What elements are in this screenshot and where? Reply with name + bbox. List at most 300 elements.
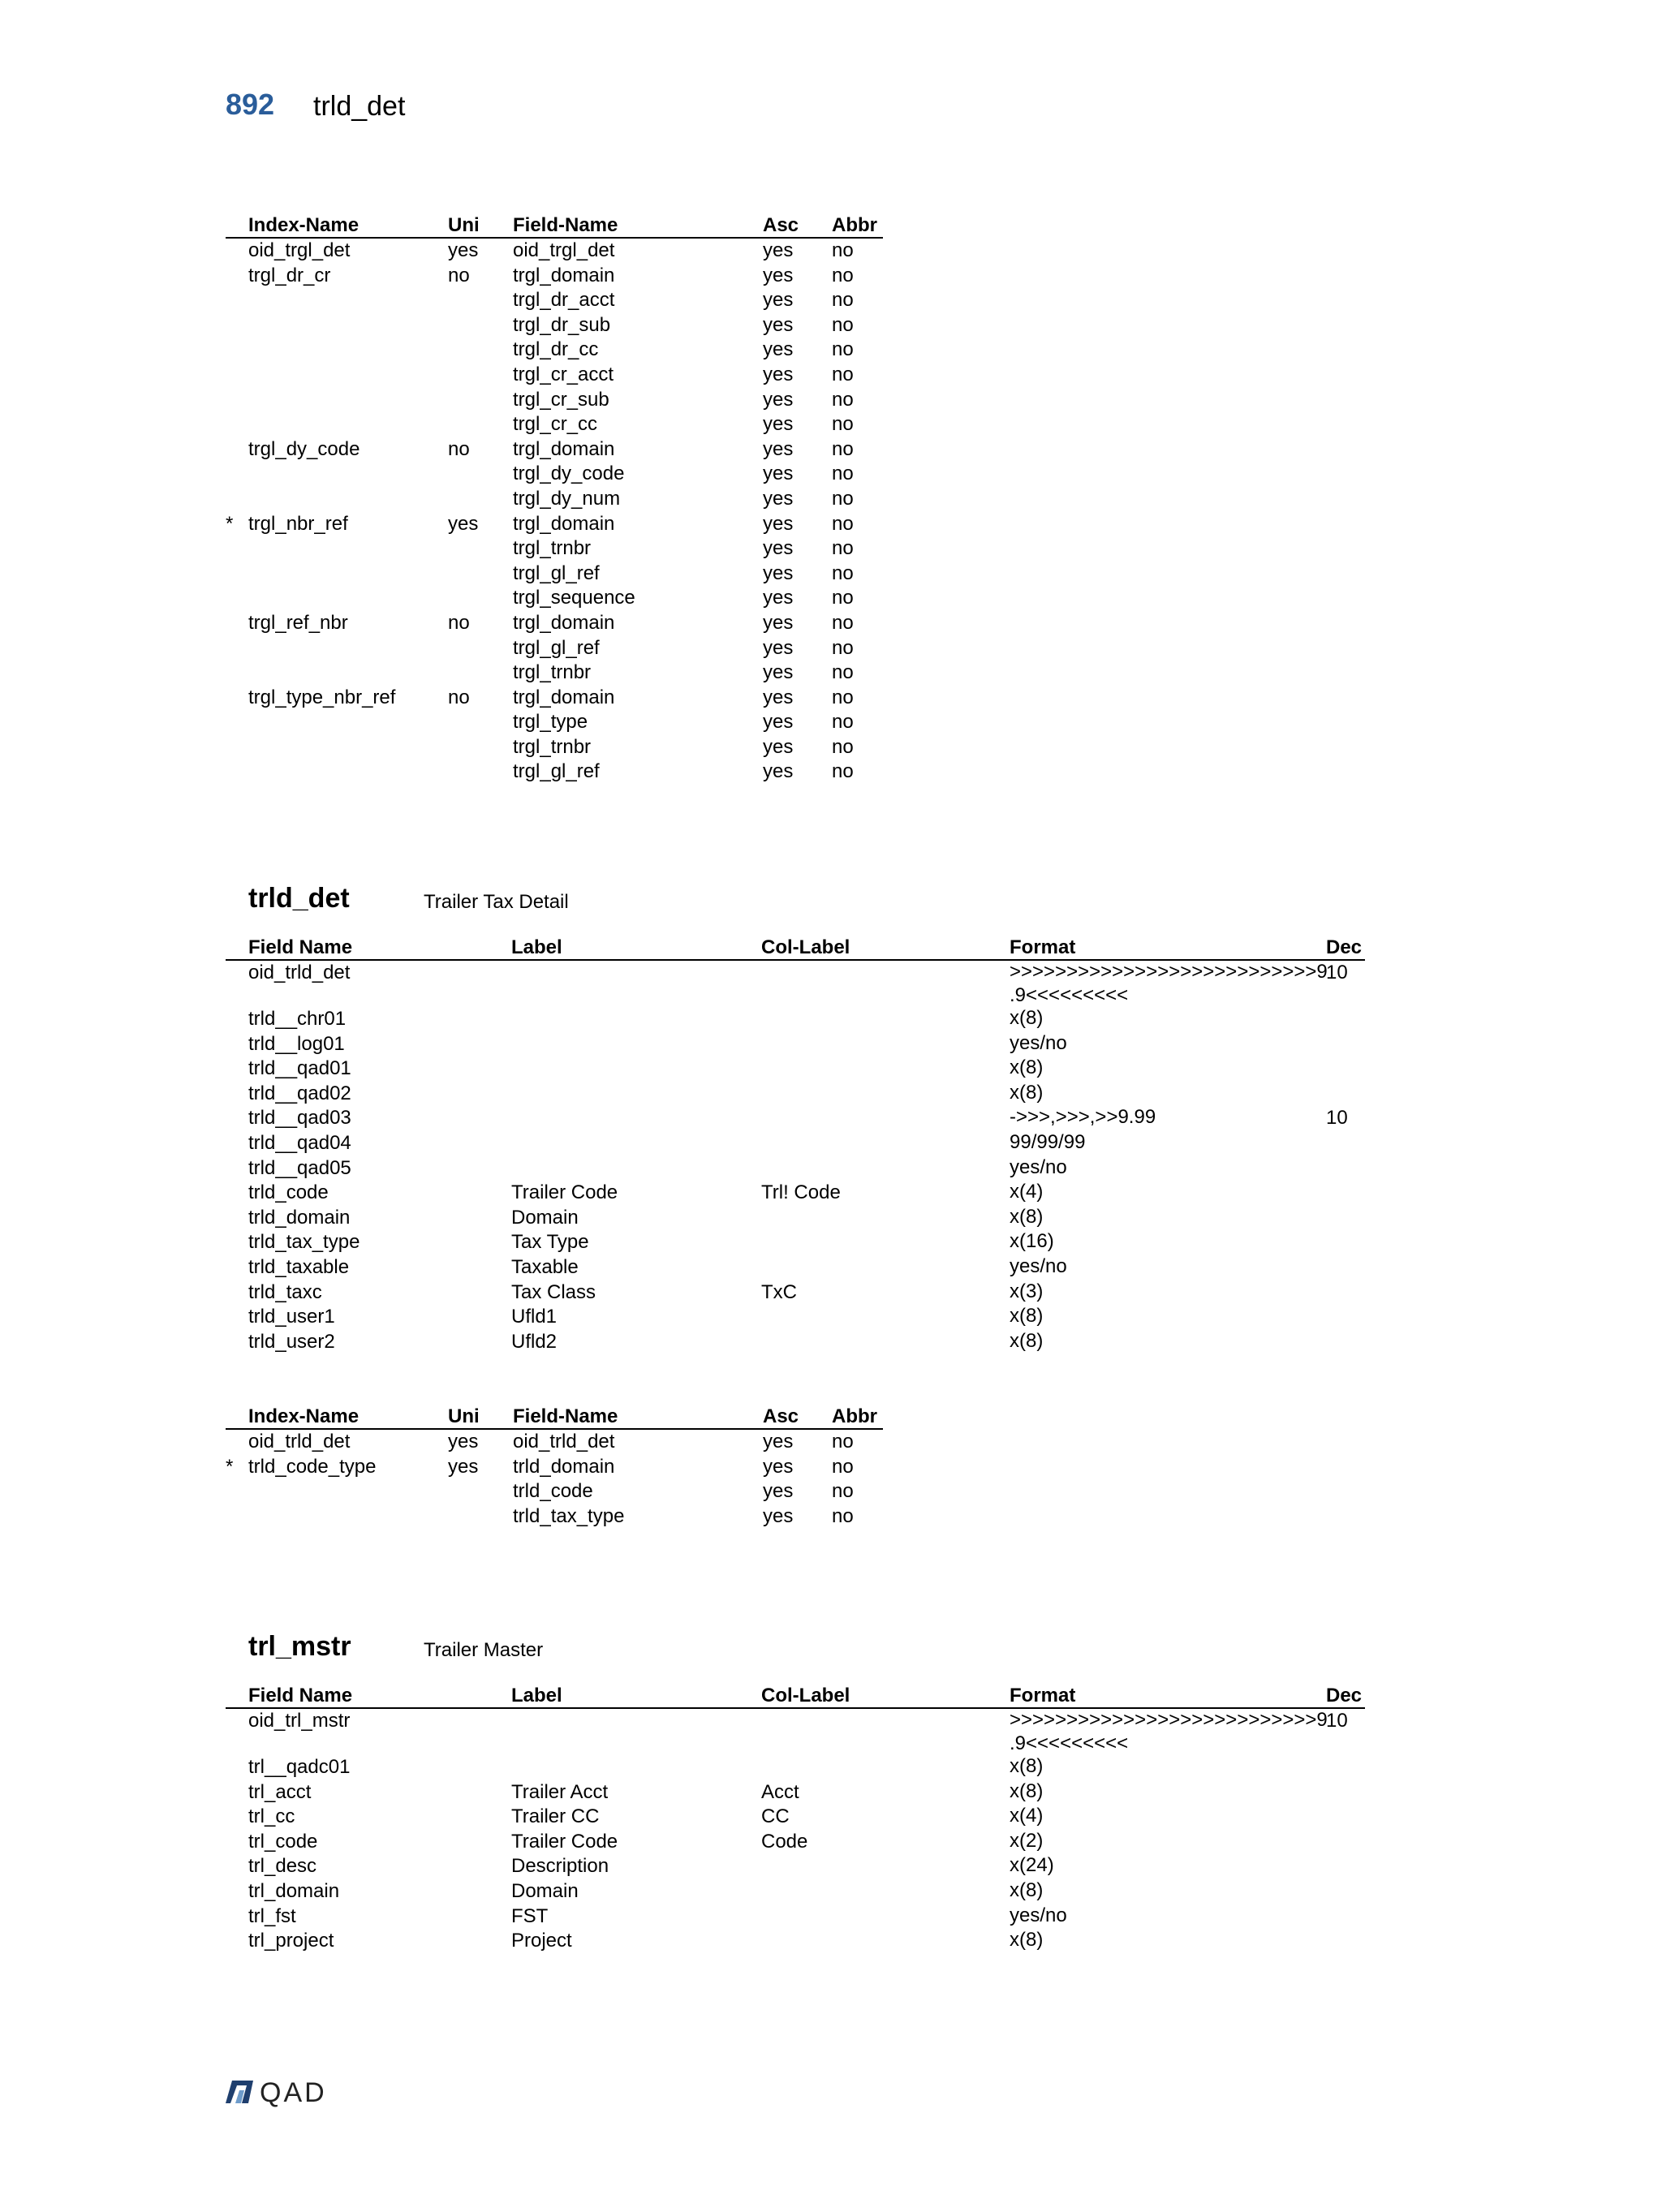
table-row [226, 1181, 1365, 1206]
marker-cell [226, 1156, 248, 1181]
primary-index-marker [226, 562, 248, 587]
label-cell: Trailer Acct [511, 1780, 609, 1803]
col-label-cell [761, 1156, 1010, 1181]
dec-cell [1326, 1206, 1365, 1231]
index-name-cell [248, 487, 448, 512]
table-row [226, 238, 883, 264]
format-line: x(8) [1010, 1007, 1044, 1029]
col-label-cell [761, 1131, 1010, 1156]
dec-cell [1326, 1780, 1365, 1805]
index-name-cell [248, 338, 448, 363]
field-name-cell: trgl_gl_ref [513, 562, 600, 584]
col-label-cell [761, 1057, 1010, 1082]
index-name-cell [248, 288, 448, 313]
field-name-cell: trl_acct [248, 1780, 312, 1803]
format-line: x(8) [1010, 1329, 1044, 1352]
abbreviated-cell: no [832, 1504, 854, 1527]
marker-cell [226, 1830, 248, 1855]
field-name-cell: trl_cc [248, 1805, 295, 1828]
ascending-cell: yes [763, 264, 794, 286]
field-name-cell: trld_user1 [248, 1306, 335, 1328]
field-name-cell: trld_domain [513, 1455, 615, 1478]
field-name-cell: trld__qad01 [248, 1057, 351, 1080]
ascending-cell: yes [763, 388, 794, 411]
dec-cell [1326, 1330, 1365, 1355]
marker-cell [226, 1854, 248, 1879]
label-cell [511, 1007, 761, 1032]
abbreviated-cell: no [832, 760, 854, 783]
field-name-cell: trld_taxable [248, 1255, 350, 1278]
label-cell: Trailer Code [511, 1830, 618, 1853]
index-name-cell: oid_trld_det [248, 1431, 351, 1452]
field-name-cell: trgl_dr_acct [513, 289, 615, 312]
format-line: yes/no [1010, 1031, 1067, 1054]
format-cell [1010, 1830, 1326, 1855]
col-label-cell: Trl! Code [761, 1181, 841, 1204]
unique-cell [448, 661, 513, 686]
ascending-cell: yes [763, 611, 794, 634]
abbreviated-cell: no [832, 611, 854, 634]
col-label-cell [761, 1929, 1010, 1954]
col-label-cell [761, 1904, 1010, 1930]
ascending-cell: yes [763, 512, 794, 535]
dec-cell [1326, 1830, 1365, 1855]
ascending-cell: yes [763, 289, 794, 312]
abbreviated-cell: no [832, 537, 854, 560]
label-header: Label [511, 1683, 761, 1708]
format-line: x(2) [1010, 1829, 1044, 1852]
ascending-cell: yes [763, 735, 794, 758]
index-name-cell: trgl_dr_cr [248, 264, 331, 286]
col-label-cell: TxC [761, 1280, 797, 1303]
field-name-cell: trgl_trnbr [513, 537, 592, 560]
index-table [226, 213, 883, 785]
asc-header: Asc [763, 1404, 832, 1429]
abbreviated-cell: no [832, 289, 854, 312]
format-cell [1010, 1755, 1326, 1780]
unique-cell [448, 636, 513, 661]
unique-cell [448, 735, 513, 760]
table-description: Trailer Master [424, 1639, 544, 1661]
col-label-cell [761, 1330, 1010, 1355]
page-title: trld_det [313, 91, 406, 122]
ascending-cell: yes [763, 636, 794, 659]
index-name-cell: trgl_nbr_ref [248, 512, 348, 535]
field-name-cell: trld_tax_type [513, 1504, 625, 1527]
unique-cell: yes [448, 1431, 479, 1452]
format-line: x(8) [1010, 1205, 1044, 1228]
ascending-cell: yes [763, 338, 794, 361]
dec-cell [1326, 1904, 1365, 1930]
field-name-cell: trld__qad02 [248, 1082, 351, 1104]
primary-index-marker [226, 735, 248, 760]
index-name-cell: trld_code_type [248, 1455, 377, 1478]
format-cell [1010, 1206, 1326, 1231]
unique-cell [448, 562, 513, 587]
dec-cell [1326, 1230, 1365, 1255]
format-cell [1010, 1255, 1326, 1280]
label-cell [511, 1131, 761, 1156]
index-name-cell [248, 462, 448, 487]
table-row [226, 1280, 1365, 1306]
marker-cell [226, 1255, 248, 1280]
table-row [226, 512, 883, 537]
col-label-cell [761, 1879, 1010, 1904]
field-name-cell: trld__qad03 [248, 1107, 351, 1130]
unique-cell: no [448, 264, 470, 286]
unique-cell [448, 462, 513, 487]
marker-cell [226, 1280, 248, 1306]
format-line: x(8) [1010, 1779, 1044, 1802]
dec-cell [1326, 1854, 1365, 1879]
table-section-heading [248, 1631, 544, 1663]
index-name-cell: trgl_dy_code [248, 437, 360, 460]
ascending-cell: yes [763, 413, 794, 436]
primary-index-marker [226, 487, 248, 512]
format-cell [1010, 1929, 1326, 1954]
ascending-cell: yes [763, 1504, 794, 1527]
marker-cell [226, 1007, 248, 1032]
dec-cell [1326, 1057, 1365, 1082]
primary-index-marker [226, 661, 248, 686]
col-label-cell [761, 1305, 1010, 1330]
marker-column-header [226, 935, 248, 960]
uni-header: Uni [448, 1404, 513, 1429]
index-name-cell [248, 388, 448, 413]
label-cell: Trailer Code [511, 1181, 618, 1204]
abbr-header: Abbr [832, 213, 883, 238]
table-row [226, 1455, 883, 1480]
primary-index-marker [226, 760, 248, 785]
unique-cell [448, 1479, 513, 1504]
abbreviated-cell: no [832, 512, 854, 535]
field-name-cell: trgl_domain [513, 512, 615, 535]
field-name-cell: trl_project [248, 1930, 334, 1952]
table-row [226, 288, 883, 313]
col-label-cell [761, 1032, 1010, 1057]
table-row [226, 388, 883, 413]
index-name-cell [248, 412, 448, 437]
primary-index-marker [226, 264, 248, 289]
unique-cell [448, 586, 513, 611]
unique-cell [448, 487, 513, 512]
table-row [226, 1131, 1365, 1156]
dec-cell: 10 [1326, 1710, 1348, 1732]
marker-cell [226, 1805, 248, 1830]
unique-cell [448, 536, 513, 562]
table-row [226, 586, 883, 611]
unique-cell [448, 760, 513, 785]
label-cell: Ufld1 [511, 1306, 558, 1328]
index-name-header: Index-Name [248, 1404, 448, 1429]
dec-cell [1326, 1156, 1365, 1181]
table-row [226, 1330, 1365, 1355]
index-name-cell [248, 735, 448, 760]
index-name-cell: trgl_ref_nbr [248, 611, 348, 634]
dec-cell [1326, 1082, 1365, 1107]
field-name-cell: trgl_sequence [513, 587, 635, 609]
table-row [226, 1156, 1365, 1181]
col-label-cell [761, 960, 1010, 1007]
label-header: Label [511, 935, 761, 960]
col-label-cell [761, 1230, 1010, 1255]
ascending-cell: yes [763, 661, 794, 684]
primary-index-marker [226, 462, 248, 487]
field-name-cell: trgl_dr_cc [513, 338, 599, 361]
primary-index-marker [226, 536, 248, 562]
marker-cell [226, 1230, 248, 1255]
field-name-cell: trld_code [248, 1181, 329, 1204]
field-name-header: Field Name [248, 935, 511, 960]
abbreviated-cell: no [832, 1455, 854, 1478]
primary-index-marker [226, 636, 248, 661]
col-label-cell [761, 1206, 1010, 1231]
format-cell [1010, 1708, 1326, 1755]
unique-cell: no [448, 686, 470, 708]
label-cell: Trailer CC [511, 1805, 600, 1828]
field-name-cell: trl_code [248, 1830, 318, 1853]
table-row [226, 1206, 1365, 1231]
table-section-heading [248, 883, 569, 914]
marker-cell [226, 1780, 248, 1805]
label-cell [511, 1755, 761, 1780]
label-cell: Description [511, 1855, 609, 1878]
index-name-cell [248, 1479, 448, 1504]
table-row [226, 1082, 1365, 1107]
label-cell [511, 960, 761, 1007]
format-line: yes/no [1010, 1904, 1067, 1926]
field-name-cell: trgl_domain [513, 264, 615, 286]
abbreviated-cell: no [832, 1431, 854, 1452]
ascending-cell: yes [763, 760, 794, 783]
col-label-cell [761, 1106, 1010, 1131]
unique-cell [448, 288, 513, 313]
table-row [226, 437, 883, 463]
table-row [226, 363, 883, 388]
col-label-header: Col-Label [761, 935, 1010, 960]
marker-column-header [226, 1683, 248, 1708]
marker-cell [226, 1032, 248, 1057]
primary-index-marker [226, 1479, 248, 1504]
dec-cell [1326, 1131, 1365, 1156]
table-row [226, 1255, 1365, 1280]
format-line: .9<<<<<<<<< [1010, 1732, 1129, 1754]
index-table-header [226, 1404, 883, 1429]
table-row [226, 1230, 1365, 1255]
marker-column-header [226, 213, 248, 238]
format-line: x(24) [1010, 1854, 1054, 1877]
field-name-cell: trld_domain [248, 1206, 351, 1229]
dec-cell [1326, 1755, 1365, 1780]
label-cell [511, 1708, 761, 1755]
format-line: x(4) [1010, 1181, 1044, 1203]
abbreviated-cell: no [832, 264, 854, 286]
col-label-cell: Code [761, 1830, 808, 1853]
primary-index-marker [226, 1504, 248, 1530]
field-name-cell: trgl_gl_ref [513, 636, 600, 659]
table-row [226, 1479, 883, 1504]
marker-cell [226, 960, 248, 1007]
primary-index-marker [226, 1429, 248, 1455]
format-line: >>>>>>>>>>>>>>>>>>>>>>>>>>>9 [1010, 1709, 1328, 1731]
format-cell [1010, 1082, 1326, 1107]
table-row [226, 1007, 1365, 1032]
format-line: x(4) [1010, 1805, 1044, 1827]
label-cell [511, 1106, 761, 1131]
col-label-cell [761, 1854, 1010, 1879]
table-row [226, 264, 883, 289]
unique-cell: no [448, 611, 470, 634]
index-name-cell: trgl_type_nbr_ref [248, 686, 396, 708]
unique-cell [448, 710, 513, 735]
field-name-header: Field-Name [513, 213, 763, 238]
table-row [226, 1879, 1365, 1904]
primary-index-marker [226, 611, 248, 636]
format-cell [1010, 1181, 1326, 1206]
unique-cell [448, 1504, 513, 1530]
primary-index-marker [226, 338, 248, 363]
table-row [226, 1830, 1365, 1855]
field-name-cell: oid_trgl_det [513, 239, 615, 261]
ascending-cell: yes [763, 463, 794, 485]
field-name-cell: trld__qad04 [248, 1131, 351, 1154]
col-label-cell [761, 1708, 1010, 1755]
field-name-cell: trl__qadc01 [248, 1756, 351, 1778]
index-table [226, 1404, 883, 1529]
marker-cell [226, 1305, 248, 1330]
marker-cell [226, 1106, 248, 1131]
format-cell [1010, 1230, 1326, 1255]
index-name-cell [248, 313, 448, 338]
col-label-cell [761, 1082, 1010, 1107]
ascending-cell: yes [763, 239, 794, 261]
uni-header: Uni [448, 213, 513, 238]
format-line: x(8) [1010, 1305, 1044, 1328]
marker-cell [226, 1082, 248, 1107]
marker-cell [226, 1181, 248, 1206]
format-cell [1010, 1805, 1326, 1830]
format-cell [1010, 1106, 1326, 1131]
marker-cell [226, 1708, 248, 1755]
dec-cell [1326, 1305, 1365, 1330]
dec-cell [1326, 1255, 1365, 1280]
index-name-header: Index-Name [248, 213, 448, 238]
primary-index-marker [226, 437, 248, 463]
ascending-cell: yes [763, 1480, 794, 1503]
format-line: x(8) [1010, 1755, 1044, 1777]
primary-index-marker: * [226, 1455, 234, 1478]
field-name-cell: trgl_cr_acct [513, 363, 614, 385]
primary-index-marker [226, 313, 248, 338]
table-row [226, 562, 883, 587]
marker-column-header [226, 1404, 248, 1429]
abbreviated-cell: no [832, 711, 854, 734]
abbreviated-cell: no [832, 437, 854, 460]
format-cell [1010, 1330, 1326, 1355]
format-cell [1010, 1280, 1326, 1306]
label-cell: Ufld2 [511, 1330, 558, 1353]
field-name-cell: trgl_type [513, 711, 588, 734]
field-name-cell: trgl_gl_ref [513, 760, 600, 783]
qad-logo-icon [224, 2077, 255, 2105]
col-label-cell [761, 1255, 1010, 1280]
primary-index-marker [226, 388, 248, 413]
table-row [226, 1904, 1365, 1930]
table-row [226, 487, 883, 512]
field-table [226, 935, 1365, 1354]
primary-index-marker [226, 586, 248, 611]
format-line: ->>>,>>>,>>9.99 [1010, 1106, 1156, 1129]
label-cell: Project [511, 1930, 572, 1952]
format-cell [1010, 1156, 1326, 1181]
col-label-cell: CC [761, 1805, 790, 1828]
marker-cell [226, 1330, 248, 1355]
table-row [226, 1305, 1365, 1330]
label-cell: Tax Type [511, 1231, 589, 1254]
index-name-cell [248, 586, 448, 611]
ascending-cell: yes [763, 587, 794, 609]
index-name-cell [248, 636, 448, 661]
ascending-cell: yes [763, 1431, 794, 1452]
abbreviated-cell: no [832, 636, 854, 659]
dec-header: Dec [1326, 935, 1365, 960]
abbreviated-cell: no [832, 562, 854, 584]
format-cell [1010, 1904, 1326, 1930]
field-name-cell: trld_user2 [248, 1330, 335, 1353]
abbreviated-cell: no [832, 338, 854, 361]
table-row [226, 636, 883, 661]
primary-index-marker [226, 686, 248, 711]
index-name-cell [248, 363, 448, 388]
format-cell [1010, 1879, 1326, 1904]
table-row [226, 735, 883, 760]
field-name-cell: trgl_domain [513, 611, 615, 634]
dec-cell: 10 [1326, 1107, 1348, 1130]
index-name-cell [248, 1504, 448, 1530]
format-line: yes/no [1010, 1155, 1067, 1178]
marker-cell [226, 1904, 248, 1930]
format-line: x(3) [1010, 1280, 1044, 1302]
table-name: trl_mstr [248, 1631, 351, 1662]
table-row [226, 1032, 1365, 1057]
marker-cell [226, 1057, 248, 1082]
field-name-cell: trgl_trnbr [513, 735, 592, 758]
format-header: Format [1010, 1683, 1326, 1708]
marker-cell [226, 1755, 248, 1780]
table-row [226, 1854, 1365, 1879]
table-description: Trailer Tax Detail [424, 891, 569, 913]
index-name-cell: oid_trgl_det [248, 239, 351, 261]
table-row [226, 611, 883, 636]
dec-cell [1326, 1032, 1365, 1057]
label-cell: Taxable [511, 1255, 579, 1278]
abbreviated-cell: no [832, 363, 854, 385]
abbreviated-cell: no [832, 463, 854, 485]
table-row [226, 1929, 1365, 1954]
abbreviated-cell: no [832, 388, 854, 411]
unique-cell [448, 412, 513, 437]
dec-header: Dec [1326, 1683, 1365, 1708]
primary-index-marker [226, 288, 248, 313]
field-name-header: Field Name [248, 1683, 511, 1708]
field-name-cell: trgl_trnbr [513, 661, 592, 684]
label-cell [511, 1032, 761, 1057]
format-line: >>>>>>>>>>>>>>>>>>>>>>>>>>>9 [1010, 961, 1328, 983]
unique-cell: yes [448, 512, 479, 535]
format-cell [1010, 1057, 1326, 1082]
label-cell [511, 1156, 761, 1181]
col-label-header: Col-Label [761, 1683, 1010, 1708]
